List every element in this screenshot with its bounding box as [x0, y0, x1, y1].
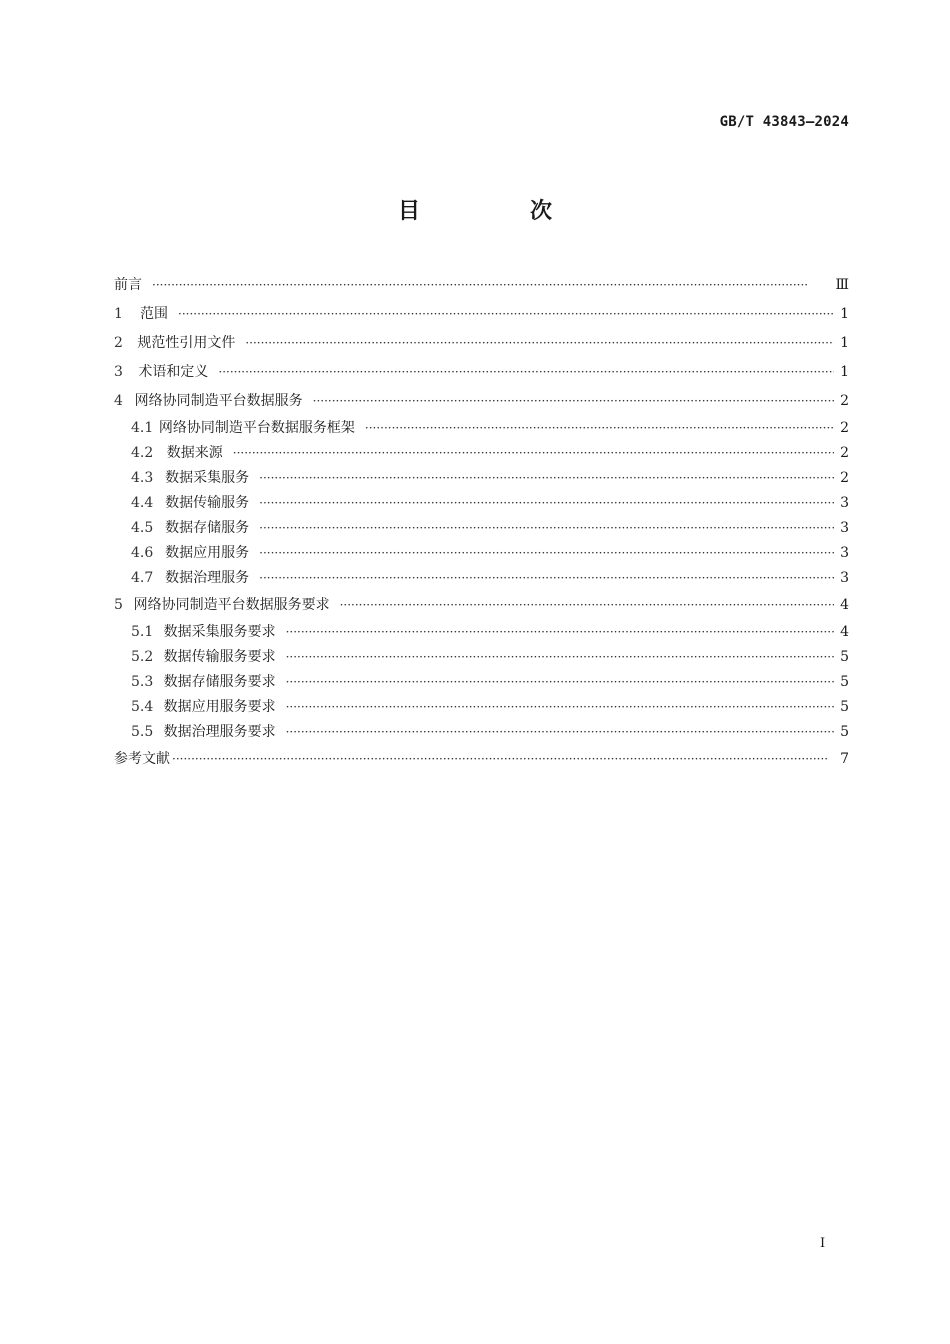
toc-item-label: 术语和定义	[138, 364, 209, 380]
toc-item-page: 1	[840, 306, 849, 322]
toc-item-4-6[interactable]	[114, 541, 849, 566]
toc-item-label: 数据采集服务	[165, 470, 250, 486]
toc-item-number: 4.3	[131, 470, 154, 486]
standard-code: GB/T 43843—2024	[719, 114, 849, 130]
toc-item-section-5[interactable]	[114, 591, 849, 620]
toc-item-label: 数据传输服务	[165, 495, 250, 511]
dot-leader	[286, 695, 834, 720]
toc-item-number: 3	[114, 364, 123, 380]
dot-leader	[218, 358, 834, 387]
toc-item-page: 1	[840, 364, 849, 380]
toc-item-number: 4.1	[131, 420, 154, 436]
dot-leader	[245, 329, 834, 358]
toc-item-label: 网络协同制造平台数据服务要求	[133, 597, 330, 613]
table-of-contents	[114, 271, 849, 774]
toc-item-page: 2	[840, 420, 849, 436]
toc-item-5-5[interactable]	[114, 720, 849, 745]
toc-item-page: 1	[840, 335, 849, 351]
toc-item-number: 1	[114, 306, 123, 322]
dot-leader	[259, 516, 834, 541]
toc-item-number: 5.1	[131, 624, 154, 640]
dot-leader	[152, 271, 829, 300]
toc-item-label: 数据采集服务要求	[163, 624, 276, 640]
toc-item-label: 数据存储服务	[165, 520, 250, 536]
toc-item-5-2[interactable]	[114, 645, 849, 670]
toc-item-4-2[interactable]	[114, 441, 849, 466]
toc-item-number: 4.2	[131, 445, 154, 461]
toc-item-page: 5	[840, 674, 849, 690]
toc-item-terms[interactable]	[114, 358, 849, 387]
toc-item-label: 数据传输服务要求	[163, 649, 276, 665]
dot-leader	[259, 541, 834, 566]
toc-item-label: 网络协同制造平台数据服务	[134, 393, 303, 409]
dot-leader	[286, 620, 834, 645]
toc-item-normative-references[interactable]	[114, 329, 849, 358]
toc-item-label: 网络协同制造平台数据服务框架	[158, 420, 355, 436]
toc-item-4-7[interactable]	[114, 566, 849, 591]
dot-leader	[313, 387, 834, 416]
toc-item-page: 5	[840, 649, 849, 665]
toc-item-label: 数据治理服务要求	[163, 724, 276, 740]
dot-leader	[259, 466, 834, 491]
toc-item-page: 4	[840, 624, 849, 640]
toc-item-label: 范围	[140, 306, 168, 322]
toc-item-4-1[interactable]	[114, 416, 849, 441]
toc-item-label: 参考文献	[114, 751, 170, 767]
toc-item-number: 4.5	[131, 520, 154, 536]
toc-item-foreword[interactable]	[114, 271, 849, 300]
toc-item-number: 5.3	[131, 674, 154, 690]
toc-item-4-5[interactable]	[114, 516, 849, 541]
toc-item-section-4[interactable]	[114, 387, 849, 416]
dot-leader	[178, 300, 834, 329]
toc-item-page: Ⅲ	[835, 277, 849, 293]
toc-item-number: 4.6	[131, 545, 154, 561]
dot-leader	[286, 670, 834, 695]
toc-item-bibliography[interactable]	[114, 745, 849, 774]
toc-item-label: 规范性引用文件	[137, 335, 236, 351]
toc-item-label: 数据应用服务	[165, 545, 250, 561]
dot-leader	[286, 720, 834, 745]
toc-item-label: 前言	[114, 277, 142, 293]
dot-leader	[340, 591, 834, 620]
toc-item-4-4[interactable]	[114, 491, 849, 516]
toc-item-number: 5.4	[131, 699, 154, 715]
page-number: Ⅰ	[820, 1236, 826, 1251]
toc-item-label: 数据治理服务	[165, 570, 250, 586]
toc-item-5-3[interactable]	[114, 670, 849, 695]
toc-item-label: 数据来源	[166, 445, 223, 461]
toc-item-page: 5	[840, 699, 849, 715]
toc-item-scope[interactable]	[114, 300, 849, 329]
dot-leader	[172, 745, 834, 774]
toc-item-page: 2	[840, 445, 849, 461]
toc-item-4-3[interactable]	[114, 466, 849, 491]
toc-item-number: 4.7	[131, 570, 154, 586]
toc-item-page: 7	[840, 751, 849, 767]
toc-title: 目 次	[397, 199, 596, 224]
dot-leader	[286, 645, 834, 670]
toc-item-page: 3	[840, 520, 849, 536]
toc-item-page: 2	[840, 393, 849, 409]
toc-item-5-4[interactable]	[114, 695, 849, 720]
toc-item-number: 5	[114, 597, 123, 613]
toc-item-number: 5.5	[131, 724, 154, 740]
toc-item-page: 3	[840, 545, 849, 561]
dot-leader	[259, 491, 834, 516]
toc-item-label: 数据应用服务要求	[163, 699, 276, 715]
toc-item-label: 数据存储服务要求	[163, 674, 276, 690]
toc-item-number: 5.2	[131, 649, 154, 665]
toc-item-page: 3	[840, 495, 849, 511]
toc-item-number: 2	[114, 335, 123, 351]
toc-item-page: 5	[840, 724, 849, 740]
dot-leader	[259, 566, 834, 591]
toc-item-page: 2	[840, 470, 849, 486]
toc-item-number: 4	[114, 393, 123, 409]
toc-item-page: 3	[840, 570, 849, 586]
toc-item-page: 4	[840, 597, 849, 613]
toc-item-5-1[interactable]	[114, 620, 849, 645]
dot-leader	[365, 416, 834, 441]
dot-leader	[233, 441, 834, 466]
toc-item-number: 4.4	[131, 495, 154, 511]
